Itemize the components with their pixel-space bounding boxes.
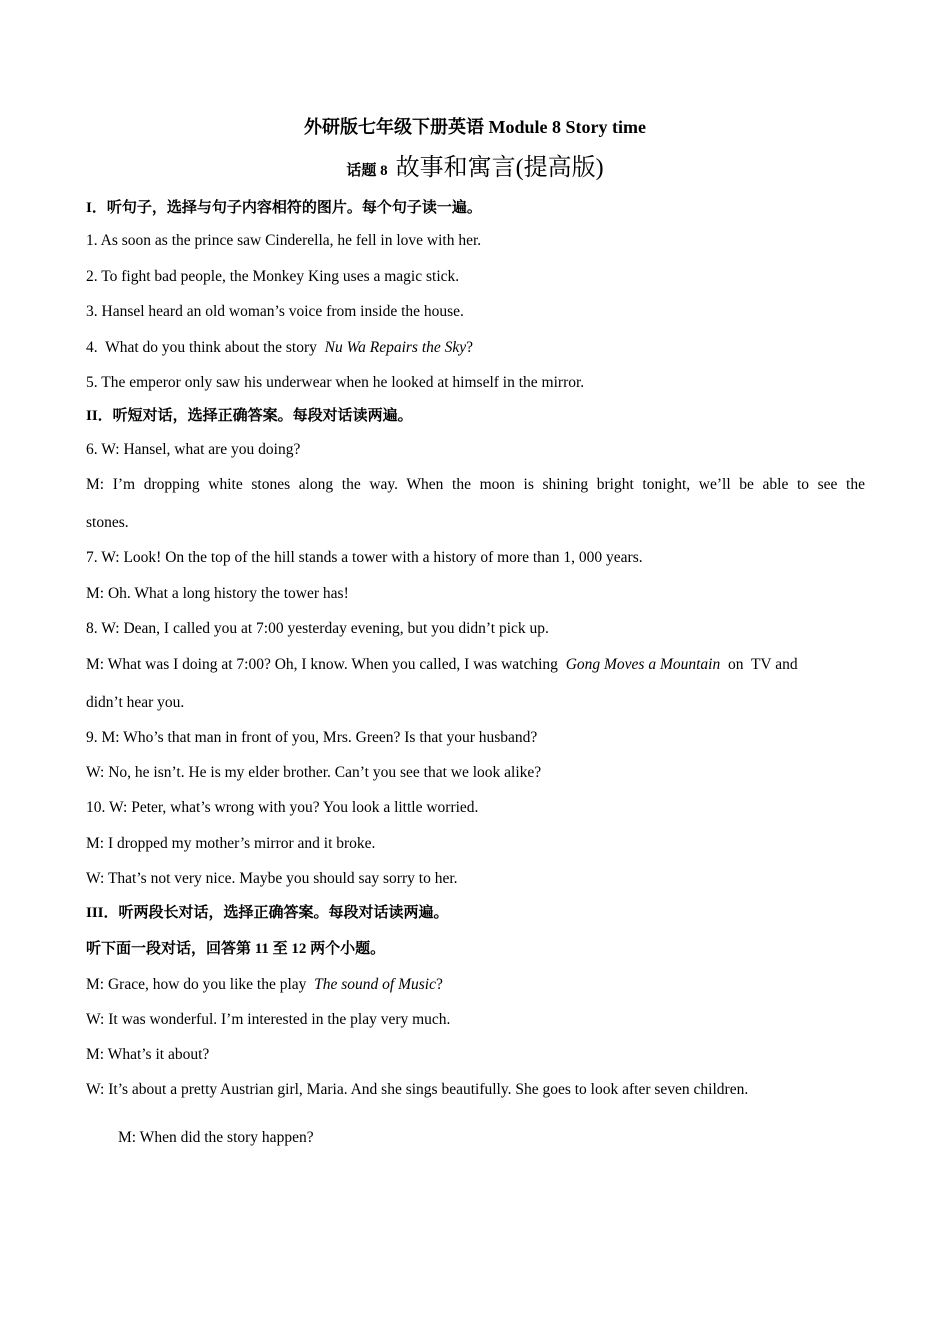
long-dialogue-line-3: M: What’s it about? xyxy=(86,1046,210,1063)
dialogue-7-w: 7. W: Look! On the top of the hill stands a tower with a history of more than 1, 000 years. xyxy=(86,549,643,566)
sentence-1: 1. As soon as the prince saw Cinderella, he fell in love with her. xyxy=(86,232,482,249)
long-dialogue-line-1-end: ? xyxy=(435,976,443,993)
section-3-heading: III．听两段长对话，选择正确答案。每段对话读两遍。 xyxy=(86,905,449,921)
dialogue-10-m: M: I dropped my mother’s mirror and it broke. xyxy=(86,835,376,852)
section-2-heading: II．听短对话，选择正确答案。每段对话读两遍。 xyxy=(86,408,413,424)
long-dialogue-line-4: W: It’s about a pretty Austrian girl, Maria. And she sings beautifully. She goes to look after seven children. xyxy=(86,1081,749,1098)
dialogue-6-m: M: I’m dropping white stones along the way. When the moon is shining bright tonight, we’ll be able to see the xyxy=(86,476,865,493)
dialogue-9-w: W: No, he isn’t. He is my elder brother. Can’t you see that we look alike? xyxy=(86,764,542,781)
dialogue-7-m: M: Oh. What a long history the tower has! xyxy=(86,585,349,602)
dialogue-8-m-text: M: What was I doing at 7:00? Oh, I know. When you called, I was watching xyxy=(86,656,566,673)
sentence-5: 5. The emperor only saw his underwear when he looked at himself in the mirror. xyxy=(86,374,585,391)
topic-name: 故事和寓言(提高版) xyxy=(395,155,604,181)
long-dialogue-line-1 xyxy=(86,975,443,995)
dialogue-8-m xyxy=(86,655,865,675)
section-3-subheading: 听下面一段对话，回答第 11 至 12 两个小题。 xyxy=(86,941,386,957)
long-dialogue-line-5: M: When did the story happen? xyxy=(118,1129,314,1146)
document-title: 外研版七年级下册英语 Module 8 Story time xyxy=(304,117,646,137)
long-dialogue-line-1-text: M: Grace, how do you like the play xyxy=(86,976,315,993)
long-dialogue-line-2: W: It was wonderful. I’m interested in the play very much. xyxy=(86,1011,451,1028)
dialogue-10-w: 10. W: Peter, what’s wrong with you? You look a little worried. xyxy=(86,799,479,816)
play-title: The sound of Music xyxy=(314,976,436,993)
dialogue-9-m: 9. M: Who’s that man in front of you, Mrs. Green? Is that your husband? xyxy=(86,729,538,746)
document-subtitle xyxy=(0,152,950,187)
dialogue-6-m-cont: stones. xyxy=(86,514,129,531)
sentence-4 xyxy=(86,338,473,358)
sentence-4-end: ? xyxy=(466,339,474,356)
dialogue-6-w: 6. W: Hansel, what are you doing? xyxy=(86,441,301,458)
sentence-2: 2. To fight bad people, the Monkey King uses a magic stick. xyxy=(86,268,460,285)
dialogue-10-w2: W: That’s not very nice. Maybe you should say sorry to her. xyxy=(86,870,458,887)
sentence-4-text: 4. What do you think about the story xyxy=(86,339,325,356)
dialogue-8-m-end: on TV and xyxy=(720,656,798,673)
dialogue-8-w: 8. W: Dean, I called you at 7:00 yesterday evening, but you didn’t pick up. xyxy=(86,620,549,637)
dialogue-8-m-cont: didn’t hear you. xyxy=(86,694,185,711)
topic-number: 话题 8 xyxy=(346,163,388,179)
sentence-3: 3. Hansel heard an old woman’s voice from inside the house. xyxy=(86,303,464,320)
story-title-nu-wa: Nu Wa Repairs the Sky xyxy=(324,339,467,356)
section-1-heading: I．听句子，选择与句子内容相符的图片。每个句子读一遍。 xyxy=(86,200,482,216)
story-title-gong: Gong Moves a Mountain xyxy=(565,656,721,673)
